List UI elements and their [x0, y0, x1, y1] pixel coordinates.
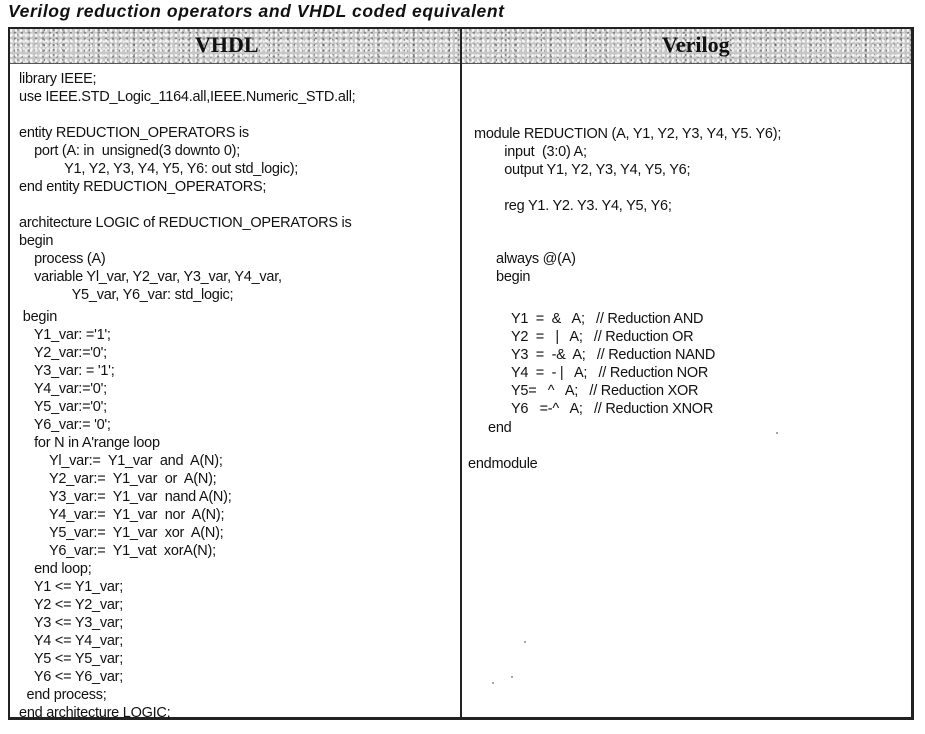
- verilog-code-line: Y3 = -& A; // Reduction NAND: [511, 347, 716, 363]
- vhdl-code-line: use IEEE.STD_Logic_1164.all,IEEE.Numeric_STD.all;: [19, 89, 356, 105]
- verilog-endmodule-line: endmodule: [468, 456, 538, 472]
- verilog-code-line: Y1 = & A; // Reduction AND: [511, 311, 704, 327]
- verilog-code-always-block: [496, 250, 576, 286]
- vhdl-code-line: library IEEE;: [19, 71, 97, 87]
- verilog-code-line: Y5= ^ A; // Reduction XOR: [511, 383, 699, 399]
- vhdl-code-line: Y2_var:= Y1_var or A(N);: [19, 471, 217, 487]
- verilog-code-line: Y4 = - | A; // Reduction NOR: [511, 365, 709, 381]
- vhdl-code-line: Y5_var, Y6_var: std_logic;: [19, 287, 234, 303]
- vhdl-code-line: variable Yl_var, Y2_var, Y3_var, Y4_var,: [19, 269, 282, 285]
- vhdl-code-line: Y2_var:='0';: [19, 345, 107, 361]
- vhdl-code-line: Y5_var:= Y1_var xor A(N);: [19, 525, 224, 541]
- vhdl-code-line: Y4_var:= Y1_var nor A(N);: [19, 507, 225, 523]
- vhdl-code-line: architecture LOGIC of REDUCTION_OPERATORS is: [19, 215, 352, 231]
- verilog-code-line: always @(A): [496, 251, 576, 267]
- verilog-code-line: input (3:0) A;: [474, 144, 587, 160]
- vhdl-code-process-body: [19, 308, 232, 722]
- verilog-code-line: [474, 179, 781, 197]
- vhdl-code-line: process (A): [19, 251, 106, 267]
- vhdl-code-line: Y6 <= Y6_var;: [19, 669, 124, 685]
- column-divider: [460, 29, 462, 717]
- verilog-code-assignments: [511, 310, 715, 418]
- verilog-code-line: reg Y1. Y2. Y3. Y4, Y5, Y6;: [474, 198, 672, 214]
- scan-speck: [511, 676, 513, 678]
- verilog-code-line: begin: [496, 269, 531, 285]
- vhdl-header-cell: [10, 29, 460, 64]
- vhdl-code-line: Y1_var: ='1';: [19, 327, 111, 343]
- vhdl-code-line: end process;: [19, 687, 107, 703]
- verilog-code-module-header: [474, 125, 781, 215]
- vhdl-code-line: end loop;: [19, 561, 92, 577]
- vhdl-code-line: Y1, Y2, Y3, Y4, Y5, Y6: out std_logic);: [19, 161, 299, 177]
- vhdl-header-label: VHDL: [195, 32, 259, 57]
- verilog-end-line: end: [488, 420, 512, 436]
- verilog-code-line: Y6 =-^ A; // Reduction XNOR: [511, 401, 714, 417]
- vhdl-code-line: Y6_var:= Y1_vat xorA(N);: [19, 543, 216, 559]
- verilog-code-line: output Y1, Y2, Y3, Y4, Y5, Y6;: [474, 162, 691, 178]
- vhdl-code-line: end entity REDUCTION_OPERATORS;: [19, 179, 267, 195]
- vhdl-code-line: Y6_var:= '0';: [19, 417, 111, 433]
- vhdl-code-line: Y3_var:= Y1_var nand A(N);: [19, 489, 232, 505]
- scan-speck: [492, 682, 494, 684]
- scan-speck: [524, 641, 526, 643]
- vhdl-code-line: Y3 <= Y3_var;: [19, 615, 124, 631]
- vhdl-code-line: [19, 196, 355, 214]
- vhdl-code-line: begin: [19, 233, 54, 249]
- vhdl-code-line: begin: [19, 309, 58, 325]
- vhdl-code-line: entity REDUCTION_OPERATORS is: [19, 125, 249, 141]
- vhdl-code-line: Yl_var:= Y1_var and A(N);: [19, 453, 223, 469]
- vhdl-code-line: Y5_var:='0';: [19, 399, 107, 415]
- vhdl-code-line: Y4 <= Y4_var;: [19, 633, 124, 649]
- vhdl-code-line: end architecture LOGIC;: [19, 705, 171, 721]
- verilog-header-label: Verilog: [662, 32, 730, 57]
- page-title: Verilog reduction operators and VHDL coded equivalent: [8, 1, 505, 21]
- vhdl-code-declarations: [19, 70, 355, 304]
- vhdl-code-line: Y5 <= Y5_var;: [19, 651, 124, 667]
- vhdl-code-line: Y3_var: = '1';: [19, 363, 115, 379]
- scan-speck: [776, 432, 778, 434]
- vhdl-code-line: Y4_var:='0';: [19, 381, 107, 397]
- verilog-header-cell: [462, 29, 911, 64]
- verilog-code-line: module REDUCTION (A, Y1, Y2, Y3, Y4, Y5. Y6);: [474, 126, 782, 142]
- verilog-code-line: Y2 = | A; // Reduction OR: [511, 329, 694, 345]
- vhdl-code-line: for N in A'range loop: [19, 435, 160, 451]
- vhdl-code-line: port (A: in unsigned(3 downto 0);: [19, 143, 241, 159]
- vhdl-code-line: [19, 106, 355, 124]
- vhdl-code-line: Y2 <= Y2_var;: [19, 597, 124, 613]
- vhdl-code-line: Y1 <= Y1_var;: [19, 579, 124, 595]
